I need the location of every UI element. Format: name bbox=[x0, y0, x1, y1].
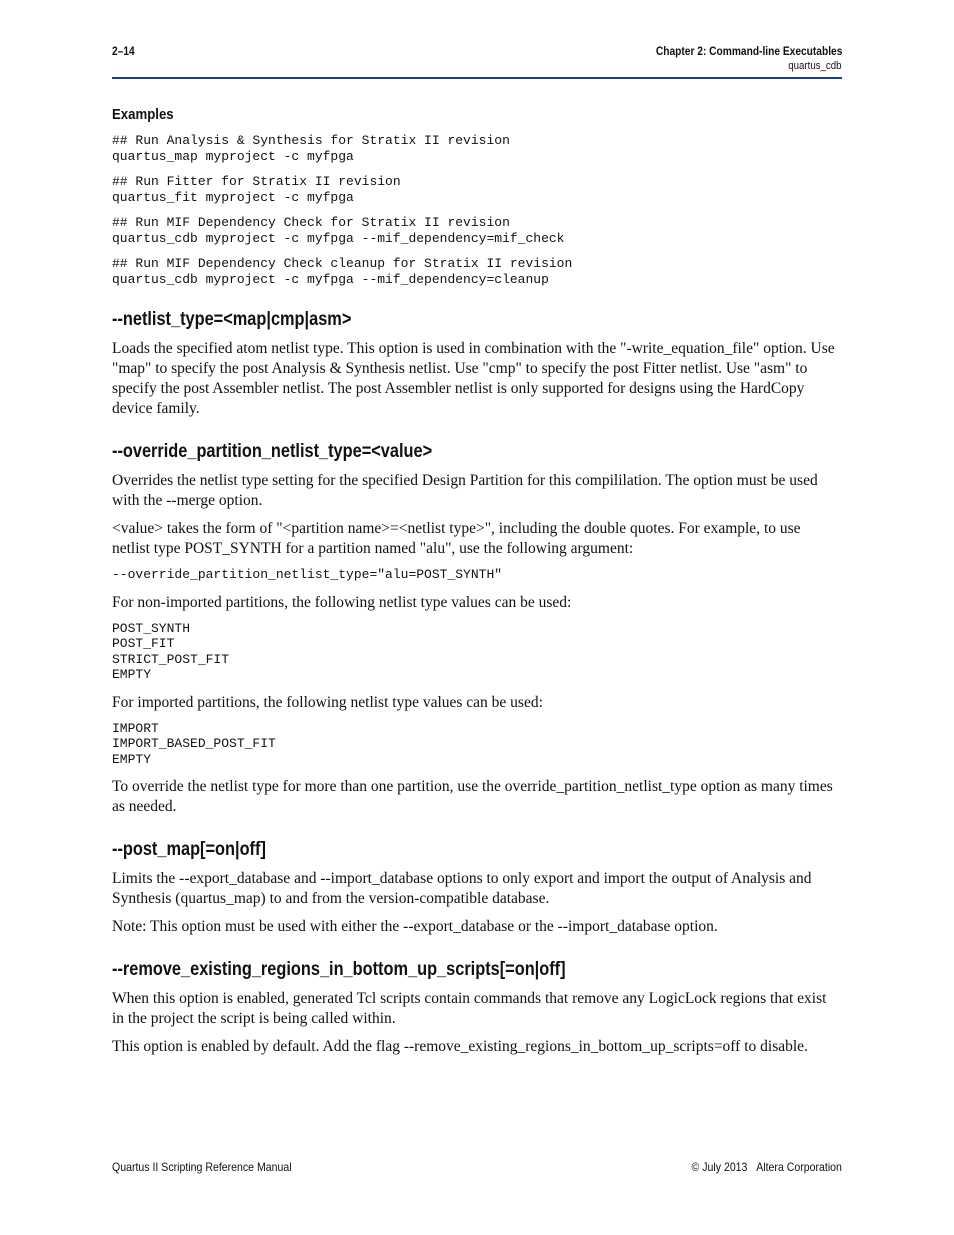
code-example: ## Run Fitter for Stratix II revision quartus_fit myproject -c myfpga bbox=[112, 174, 401, 205]
paragraph: When this option is enabled, generated Tcl scripts contain commands that remove any LogicLock regions that exist in the project the script is being called within. bbox=[112, 990, 827, 1027]
page-content bbox=[112, 106, 842, 1065]
page-footer bbox=[112, 1160, 842, 1180]
override-partition-heading: --override_partition_netlist_type=<value> bbox=[112, 441, 433, 462]
company-name: Altera Corporation bbox=[756, 1160, 842, 1174]
paragraph: <value> takes the form of "<partition name>=<netlist type>", including the double quotes. For example, to use netlist type POST_SYNTH for a partition named "alu", use the following argument: bbox=[112, 520, 801, 557]
code-example: ## Run Analysis & Synthesis for Stratix II revision quartus_map myproject -c myfpga bbox=[112, 133, 510, 164]
netlist-type-heading: --netlist_type=<map|cmp|asm> bbox=[112, 309, 352, 330]
paragraph: Loads the specified atom netlist type. This option is used in combination with the "-write_equation_file" option. Use "map" to specify the post Analysis & Synthesis netlist. Use "cmp" to specify the post Fitter netlist. Use "asm" to specify the post Assembler netlist. The post Assembler netlist is only supported for designs using the HardCopy device family. bbox=[112, 340, 835, 417]
code-example: ## Run MIF Dependency Check for Stratix II revision quartus_cdb myproject -c myfpga --mif_dependency=mif_check bbox=[112, 215, 565, 246]
chapter-title: Chapter 2: Command-line Executables bbox=[655, 44, 842, 58]
paragraph: Overrides the netlist type setting for the specified Design Partition for this compililation. The option must be used with the --merge option. bbox=[112, 472, 818, 509]
code-list: POST_SYNTH POST_FIT STRICT_POST_FIT EMPTY bbox=[112, 620, 230, 682]
page-header bbox=[112, 42, 842, 80]
paragraph: Note: This option must be used with either the --export_database or the --import_database option. bbox=[112, 918, 718, 935]
examples-heading: Examples bbox=[112, 106, 174, 123]
paragraph: This option is enabled by default. Add the flag --remove_existing_regions_in_bottom_up_scripts=off to disable. bbox=[112, 1038, 808, 1055]
paragraph: For imported partitions, the following netlist type values can be used: bbox=[112, 693, 543, 711]
paragraph: For non-imported partitions, the following netlist type values can be used: bbox=[112, 593, 572, 611]
code-list: IMPORT IMPORT_BASED_POST_FIT EMPTY bbox=[112, 720, 276, 767]
section-subtitle: quartus_cdb bbox=[788, 60, 842, 72]
post-map-heading: --post_map[=on|off] bbox=[112, 839, 266, 860]
page-number: 2–14 bbox=[112, 44, 135, 58]
code-example: --override_partition_netlist_type="alu=POST_SYNTH" bbox=[112, 567, 503, 582]
code-example: ## Run MIF Dependency Check cleanup for Stratix II revision quartus_cdb myproject -c myfpga --mif_dependency=cleanup bbox=[112, 256, 573, 287]
remove-regions-heading: --remove_existing_regions_in_bottom_up_scripts[=on|off] bbox=[112, 959, 566, 980]
header-rule bbox=[112, 77, 842, 79]
paragraph: Limits the --export_database and --import_database options to only export and import the output of Analysis and Synthesis (quartus_map) to and from the version-compatible database. bbox=[112, 870, 812, 907]
paragraph: To override the netlist type for more than one partition, use the override_partition_netlist_type option as many times as needed. bbox=[112, 778, 833, 815]
copyright-date: © July 2013 bbox=[691, 1160, 748, 1174]
footer-right bbox=[683, 1160, 842, 1174]
manual-title: Quartus II Scripting Reference Manual bbox=[112, 1160, 292, 1174]
